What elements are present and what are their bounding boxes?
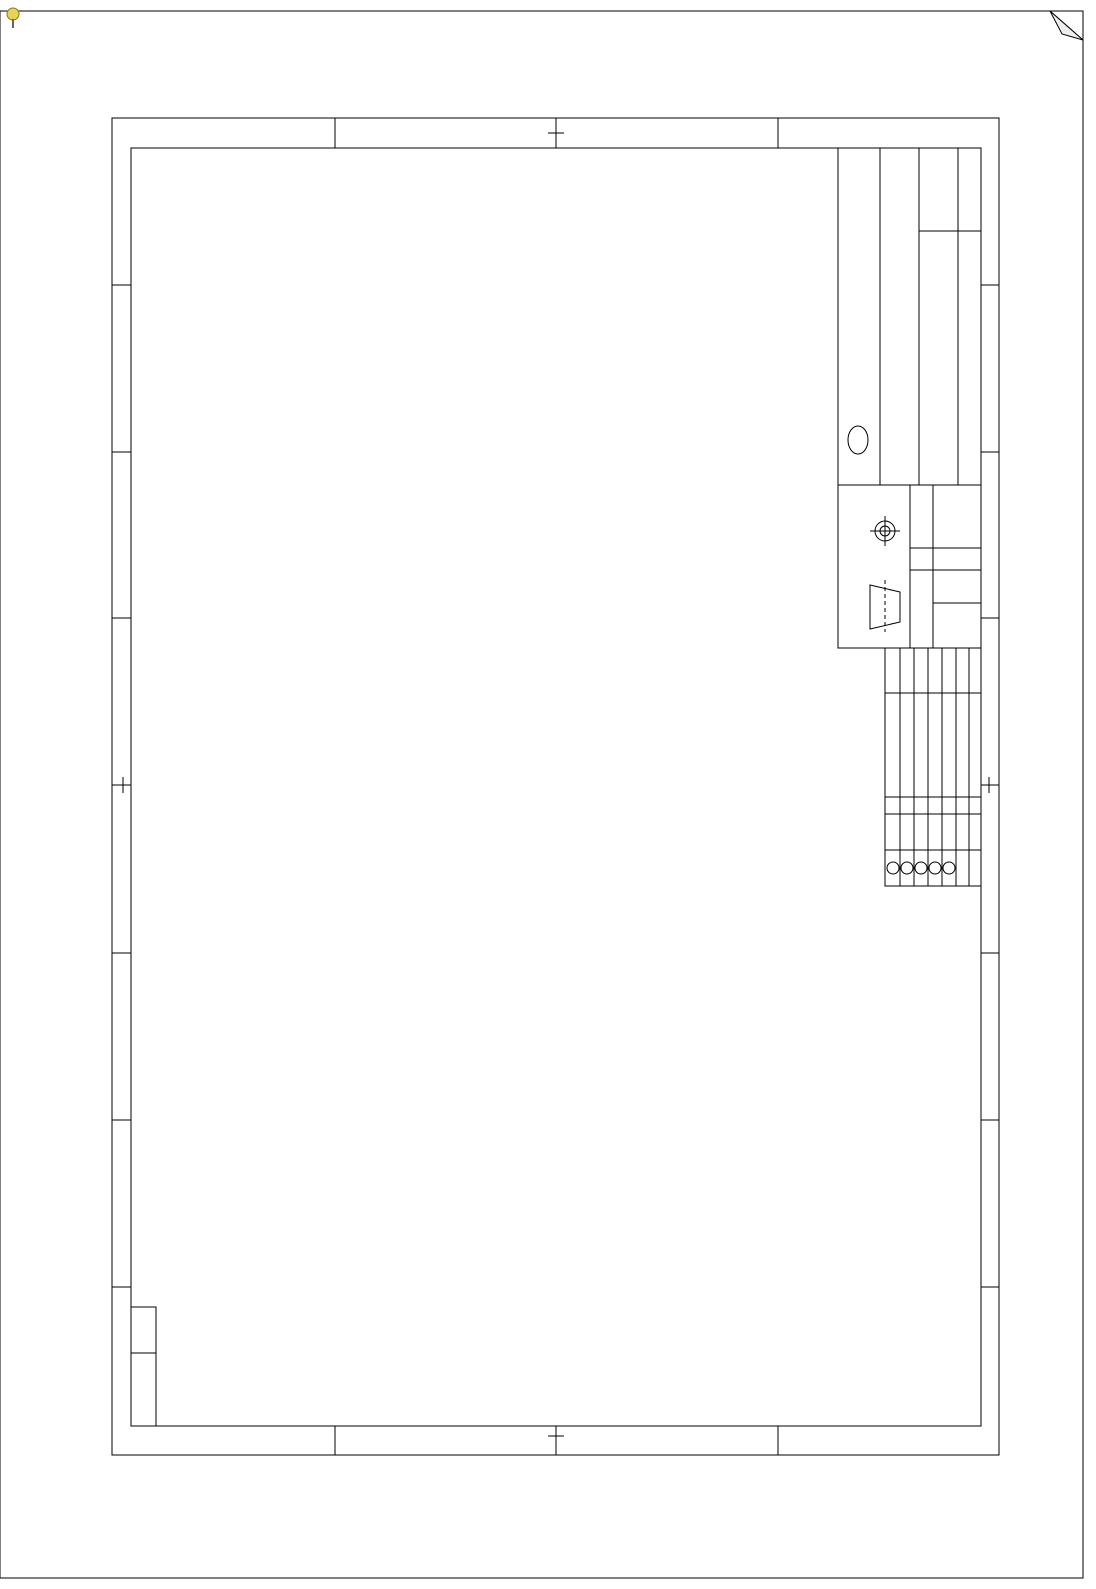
page-border <box>0 11 1083 1578</box>
